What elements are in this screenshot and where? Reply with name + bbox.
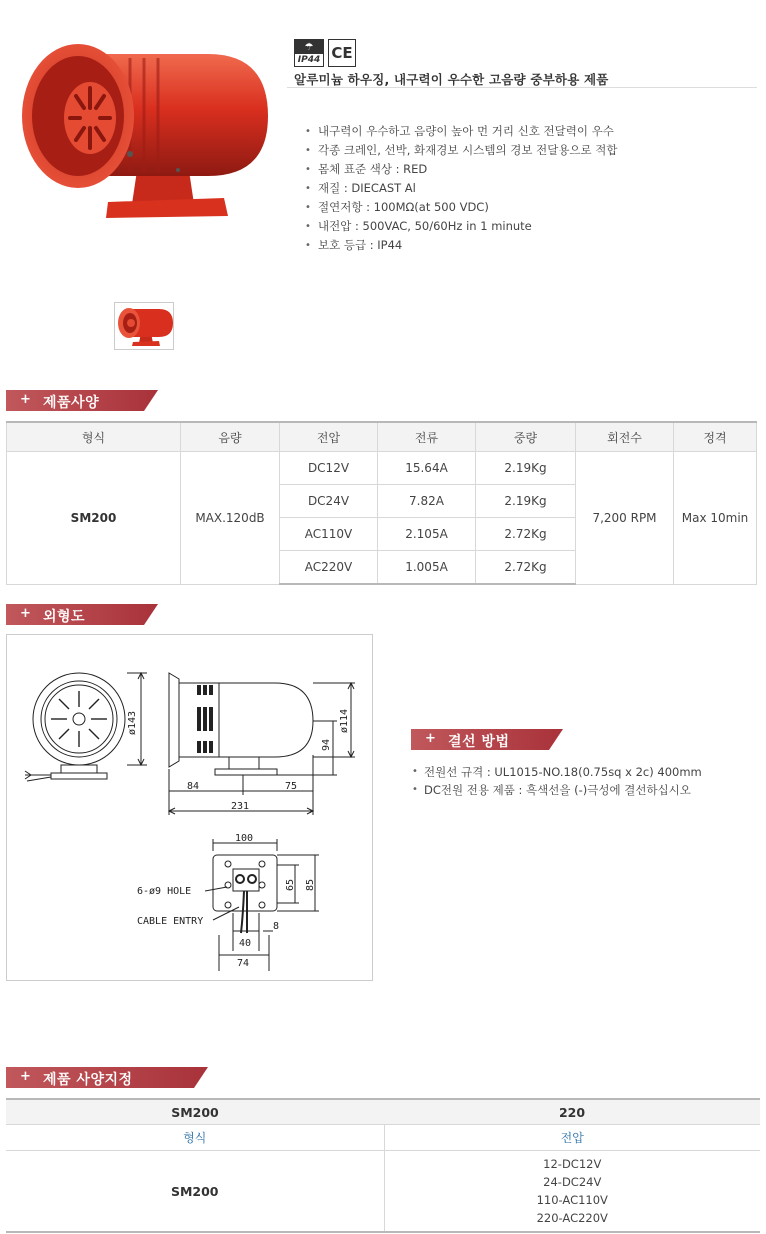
column-header: 정격	[674, 422, 757, 452]
list-item: 24-DC24V	[543, 1175, 602, 1189]
model-cell: SM200	[7, 452, 181, 585]
table-row	[6, 1125, 760, 1151]
dim-dia114: ø114	[339, 708, 350, 733]
section-title: 외형도	[43, 609, 86, 625]
dim-dia143: ø143	[127, 710, 138, 735]
dim-84: 84	[187, 781, 200, 792]
voltage-options-cell	[384, 1151, 760, 1233]
list-item: 220-AC220V	[536, 1211, 608, 1225]
weight-cell: 2.19Kg	[476, 485, 576, 518]
list-item: • 내구력이 우수하고 음량이 높아 먼 거리 신호 전달력이 우수	[302, 122, 618, 141]
model-cell: SM200	[6, 1151, 384, 1233]
table-row	[7, 452, 757, 485]
rating-cell: Max 10min	[674, 452, 757, 585]
product-thumbnail[interactable]	[114, 302, 174, 350]
section-header-outline	[6, 604, 158, 625]
cable-entry-label: CABLE ENTRY	[137, 916, 204, 927]
volume-cell: MAX.120dB	[181, 452, 280, 585]
section-title: 제품 사양지정	[43, 1072, 133, 1088]
column-header: 회전수	[576, 422, 674, 452]
weight-cell: 2.19Kg	[476, 452, 576, 485]
voltage-cell: DC24V	[280, 485, 378, 518]
table-header-row	[6, 1099, 760, 1125]
divider	[287, 87, 757, 88]
product-image	[18, 36, 273, 226]
list-item: • 전원선 규격 : UL1015-NO.18(0.75sq x 2c) 400mm	[410, 763, 702, 781]
feature-list	[302, 122, 618, 255]
dim-75: 75	[285, 781, 298, 792]
column-header: SM200	[6, 1099, 384, 1125]
wiring-list	[410, 763, 702, 799]
rpm-cell: 7,200 RPM	[576, 452, 674, 585]
plus-icon: +	[20, 606, 31, 621]
hole-label: 6-ø9 HOLE	[137, 886, 192, 897]
voltage-cell: DC12V	[280, 452, 378, 485]
dim-100: 100	[235, 833, 254, 844]
ce-mark: CE	[328, 39, 356, 67]
front-view	[25, 673, 125, 781]
thumbnail-image	[115, 303, 173, 349]
list-item: • 내전압 : 500VAC, 50/60Hz in 1 minute	[302, 217, 618, 236]
column-header: 형식	[7, 422, 181, 452]
dim-231: 231	[231, 801, 250, 812]
section-header-spec	[6, 390, 158, 411]
column-header: 전압	[280, 422, 378, 452]
dim-85: 85	[305, 878, 316, 891]
section-header-designation	[6, 1067, 208, 1088]
current-cell: 2.105A	[378, 518, 476, 551]
spec-table	[6, 421, 757, 585]
table-header-row	[7, 422, 757, 452]
designation-table	[6, 1098, 760, 1233]
umbrella-icon: ☂	[295, 40, 323, 54]
section-title: 결선 방법	[448, 734, 510, 750]
list-item: • 보호 등급 : IP44	[302, 236, 618, 255]
current-cell: 1.005A	[378, 551, 476, 585]
table-row	[6, 1151, 760, 1233]
ip44-label: IP44	[297, 55, 321, 65]
ip44-mark	[294, 39, 324, 67]
product-subtitle: 알루미늄 하우징, 내구력이 우수한 고음량 중부하용 제품	[294, 72, 609, 87]
label-cell: 전압	[384, 1125, 760, 1151]
dimension-drawing	[7, 635, 372, 980]
dim-74: 74	[237, 958, 250, 969]
dim-65: 65	[285, 878, 296, 891]
list-item: • 각종 크레인, 선박, 화재경보 시스템의 경보 전달용으로 적합	[302, 141, 618, 160]
section-title: 제품사양	[43, 395, 100, 411]
column-header: 음량	[181, 422, 280, 452]
current-cell: 15.64A	[378, 452, 476, 485]
voltage-cell: AC110V	[280, 518, 378, 551]
voltage-cell: AC220V	[280, 551, 378, 585]
column-header: 220	[384, 1099, 760, 1125]
section-header-wiring	[411, 729, 563, 750]
outline-drawing	[6, 634, 373, 981]
list-item: • 몸체 표준 색상 : RED	[302, 160, 618, 179]
list-item: • DC전원 전용 제품 : 흑색선을 (-)극성에 결선하십시오	[410, 781, 702, 799]
label-cell: 형식	[6, 1125, 384, 1151]
dim-8: 8	[273, 921, 280, 932]
list-item: • 절연저항 : 100MΩ(at 500 VDC)	[302, 198, 618, 217]
dim-40: 40	[239, 938, 252, 949]
column-header: 중량	[476, 422, 576, 452]
list-item: 110-AC110V	[536, 1193, 608, 1207]
plus-icon: +	[20, 1069, 31, 1084]
list-item: 12-DC12V	[543, 1157, 602, 1171]
plus-icon: +	[425, 731, 436, 746]
current-cell: 7.82A	[378, 485, 476, 518]
list-item: • 재질 : DIECAST Al	[302, 179, 618, 198]
side-view	[169, 673, 313, 775]
plus-icon: +	[20, 392, 31, 407]
weight-cell: 2.72Kg	[476, 551, 576, 585]
base-plate-view	[213, 855, 280, 933]
weight-cell: 2.72Kg	[476, 518, 576, 551]
dim-94: 94	[321, 738, 332, 751]
column-header: 전류	[378, 422, 476, 452]
